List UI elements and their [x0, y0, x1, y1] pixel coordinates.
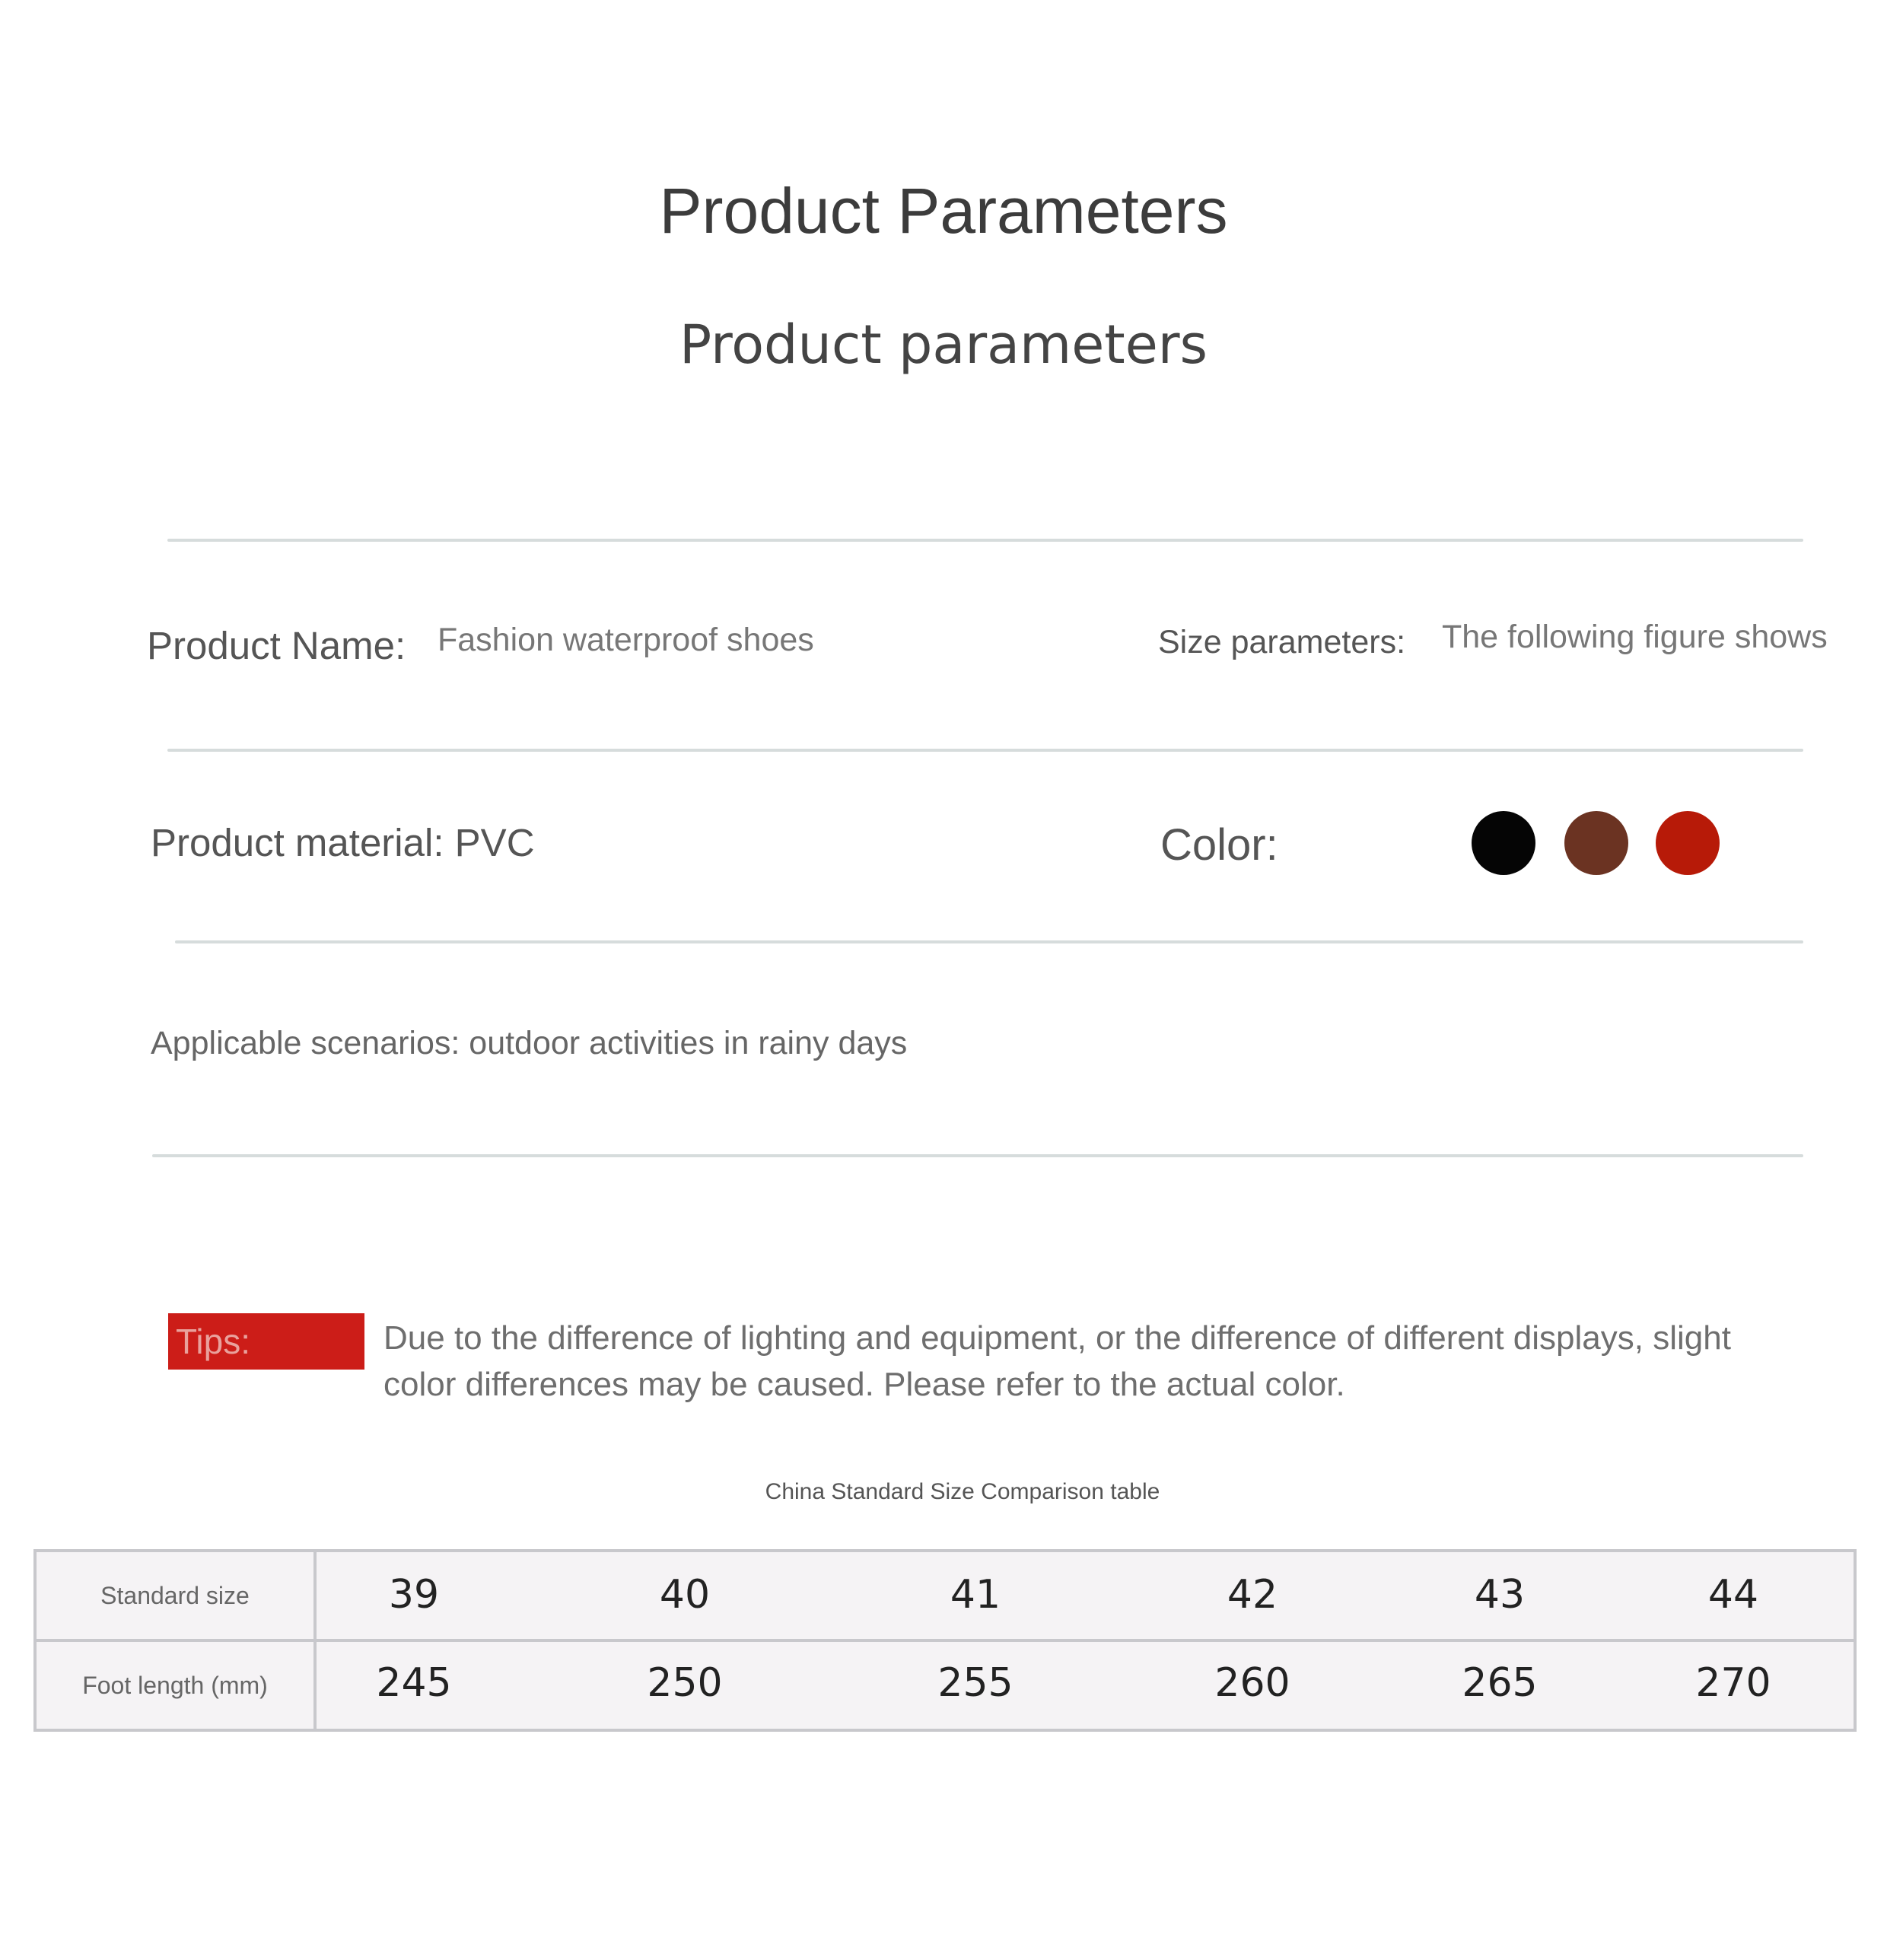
divider: [152, 1154, 1803, 1157]
color-swatch-black: [1472, 811, 1535, 875]
color-swatch-brown: [1564, 811, 1628, 875]
color-swatch-red: [1656, 811, 1720, 875]
standard-size-value: 43: [1474, 1572, 1526, 1618]
foot-length-row: [35, 1640, 1855, 1730]
foot-length-values: [315, 1640, 1855, 1730]
foot-length-value: 260: [1214, 1660, 1290, 1706]
page-title: Product Parameters: [659, 175, 1228, 247]
product-name-label: Product Name:: [147, 624, 406, 667]
foot-length-value: 250: [647, 1660, 723, 1706]
divider: [167, 749, 1803, 752]
size-parameters-label: Size parameters:: [1158, 624, 1406, 660]
product-name-value: Fashion waterproof shoes: [438, 622, 814, 658]
standard-size-value: 40: [659, 1572, 711, 1618]
size-comparison-table: [33, 1549, 1857, 1732]
foot-length-header: Foot length (mm): [35, 1640, 315, 1730]
tips-badge: Tips:: [168, 1313, 364, 1370]
size-parameters-value: The following figure shows: [1442, 619, 1828, 655]
standard-size-value: 41: [950, 1572, 1001, 1618]
foot-length-value: 255: [937, 1660, 1014, 1706]
standard-size-values: [315, 1551, 1855, 1640]
divider: [175, 940, 1803, 943]
standard-size-value: 42: [1227, 1572, 1278, 1618]
foot-length-value: 265: [1462, 1660, 1538, 1706]
foot-length-value: 270: [1695, 1660, 1771, 1706]
applicable-scenarios: Applicable scenarios: outdoor activities in rainy days: [151, 1025, 908, 1061]
standard-size-value: 39: [388, 1572, 440, 1618]
size-table-caption: China Standard Size Comparison table: [765, 1479, 1160, 1504]
divider: [167, 539, 1803, 542]
standard-size-value: 44: [1707, 1572, 1759, 1618]
page-subtitle: Product parameters: [679, 313, 1208, 376]
tips-text: Due to the difference of lighting and equipment, or the difference of different displays, slight color differences may be caused. Please refer to the actual color.: [383, 1319, 1731, 1403]
product-material: Product material: PVC: [151, 821, 535, 864]
color-label: Color:: [1160, 820, 1278, 870]
foot-length-value: 245: [376, 1660, 452, 1706]
standard-size-header: Standard size: [35, 1551, 315, 1640]
standard-size-row: [35, 1551, 1855, 1640]
